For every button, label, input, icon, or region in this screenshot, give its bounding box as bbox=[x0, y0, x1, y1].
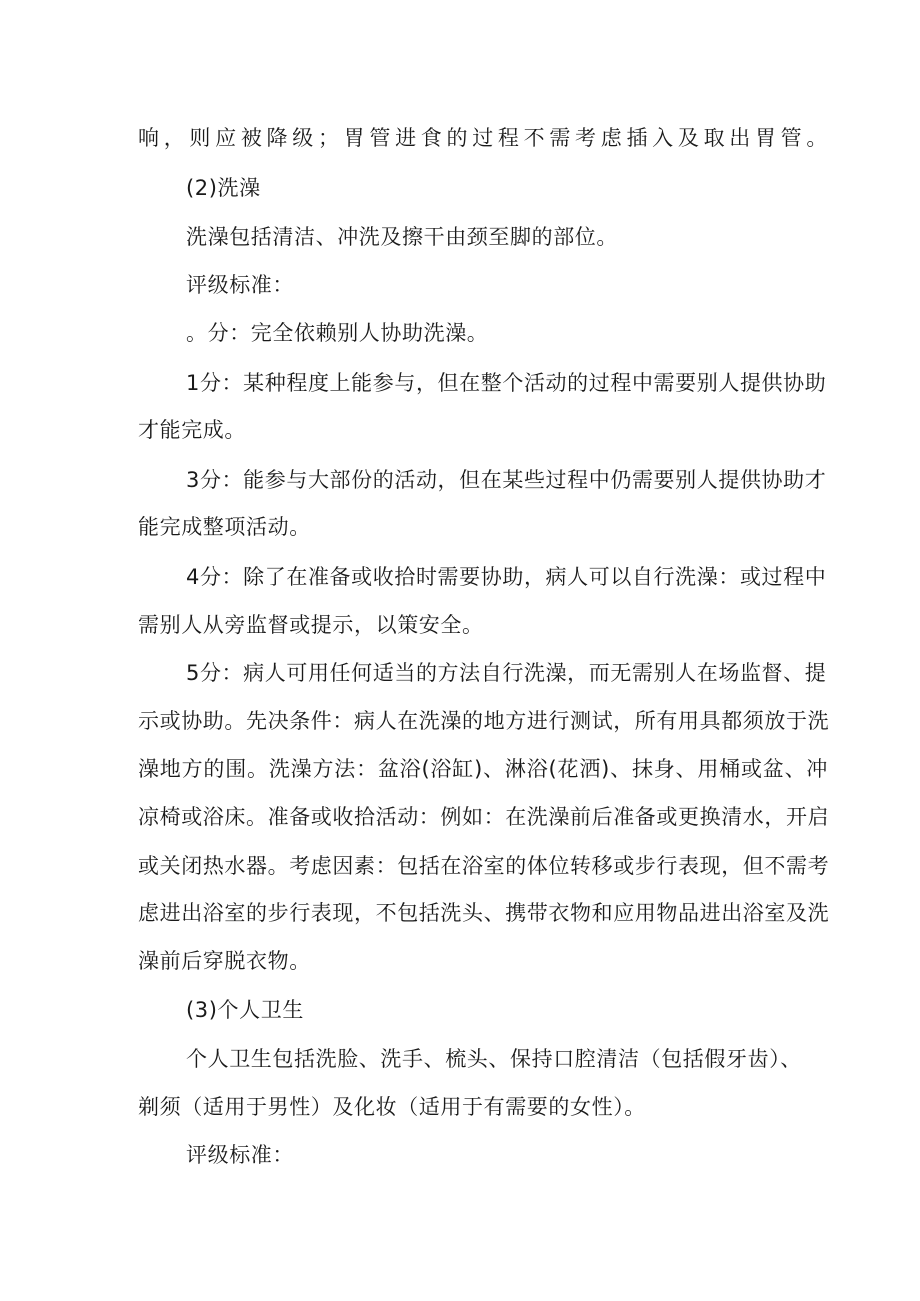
score-item-4: 4分：除了在准备或收拾时需要协助，病人可以自行洗澡：或过程中 bbox=[186, 565, 827, 589]
paragraph-line: 才能完成。 bbox=[138, 418, 246, 442]
paragraph-line: 凉椅或浴床。准备或收拾活动：例如：在洗澡前后准备或更换清水，开启 bbox=[138, 805, 830, 829]
paragraph-line: 澡地方的围。洗澡方法：盆浴(浴缸)、淋浴(花洒)、抹身、用桶或盆、冲 bbox=[138, 757, 828, 781]
score-item-0: 。分：完全依赖别人协助洗澡。 bbox=[186, 321, 489, 345]
paragraph-line: 响，则应被降级；胃管进食的过程不需考虑插入及取出胃管。 bbox=[138, 126, 828, 150]
paragraph-line: 虑进出浴室的步行表现，不包括洗头、携带衣物和应用物品进出浴室及洗 bbox=[138, 901, 830, 925]
score-item-3: 3分：能参与大部份的活动，但在某些过程中仍需要别人提供协助才 bbox=[186, 468, 827, 492]
section-heading-hygiene: (3)个人卫生 bbox=[186, 998, 304, 1022]
score-item-1: 1分：某种程度上能参与，但在整个活动的过程中需要别人提供协助 bbox=[186, 371, 827, 395]
paragraph-line: 示或协助。先决条件：病人在洗澡的地方进行测试，所有用具都须放于洗 bbox=[138, 709, 830, 733]
rating-criteria-label: 评级标准： bbox=[186, 1143, 294, 1167]
score-item-5: 5分：病人可用任何适当的方法自行洗澡，而无需别人在场监督、提 bbox=[186, 661, 827, 685]
paragraph-line: 需别人从旁监督或提示，以策安全。 bbox=[138, 613, 484, 637]
paragraph-line: 剃须（适用于男性）及化妆（适用于有需要的女性）。 bbox=[138, 1095, 646, 1119]
paragraph-line: 个人卫生包括洗脸、洗手、梳头、保持口腔清洁（包括假牙齿）、 bbox=[186, 1047, 802, 1071]
rating-criteria-label: 评级标准： bbox=[186, 273, 294, 297]
paragraph-line: 或关闭热水器。考虑因素：包括在浴室的体位转移或步行表现，但不需考 bbox=[138, 854, 830, 878]
paragraph-line: 能完成整项活动。 bbox=[138, 515, 311, 539]
section-heading-bathing: (2)洗澡 bbox=[186, 176, 261, 200]
paragraph-line: 澡前后穿脱衣物。 bbox=[138, 949, 311, 973]
paragraph-line: 洗澡包括清洁、冲洗及擦干由颈至脚的部位。 bbox=[186, 225, 618, 249]
